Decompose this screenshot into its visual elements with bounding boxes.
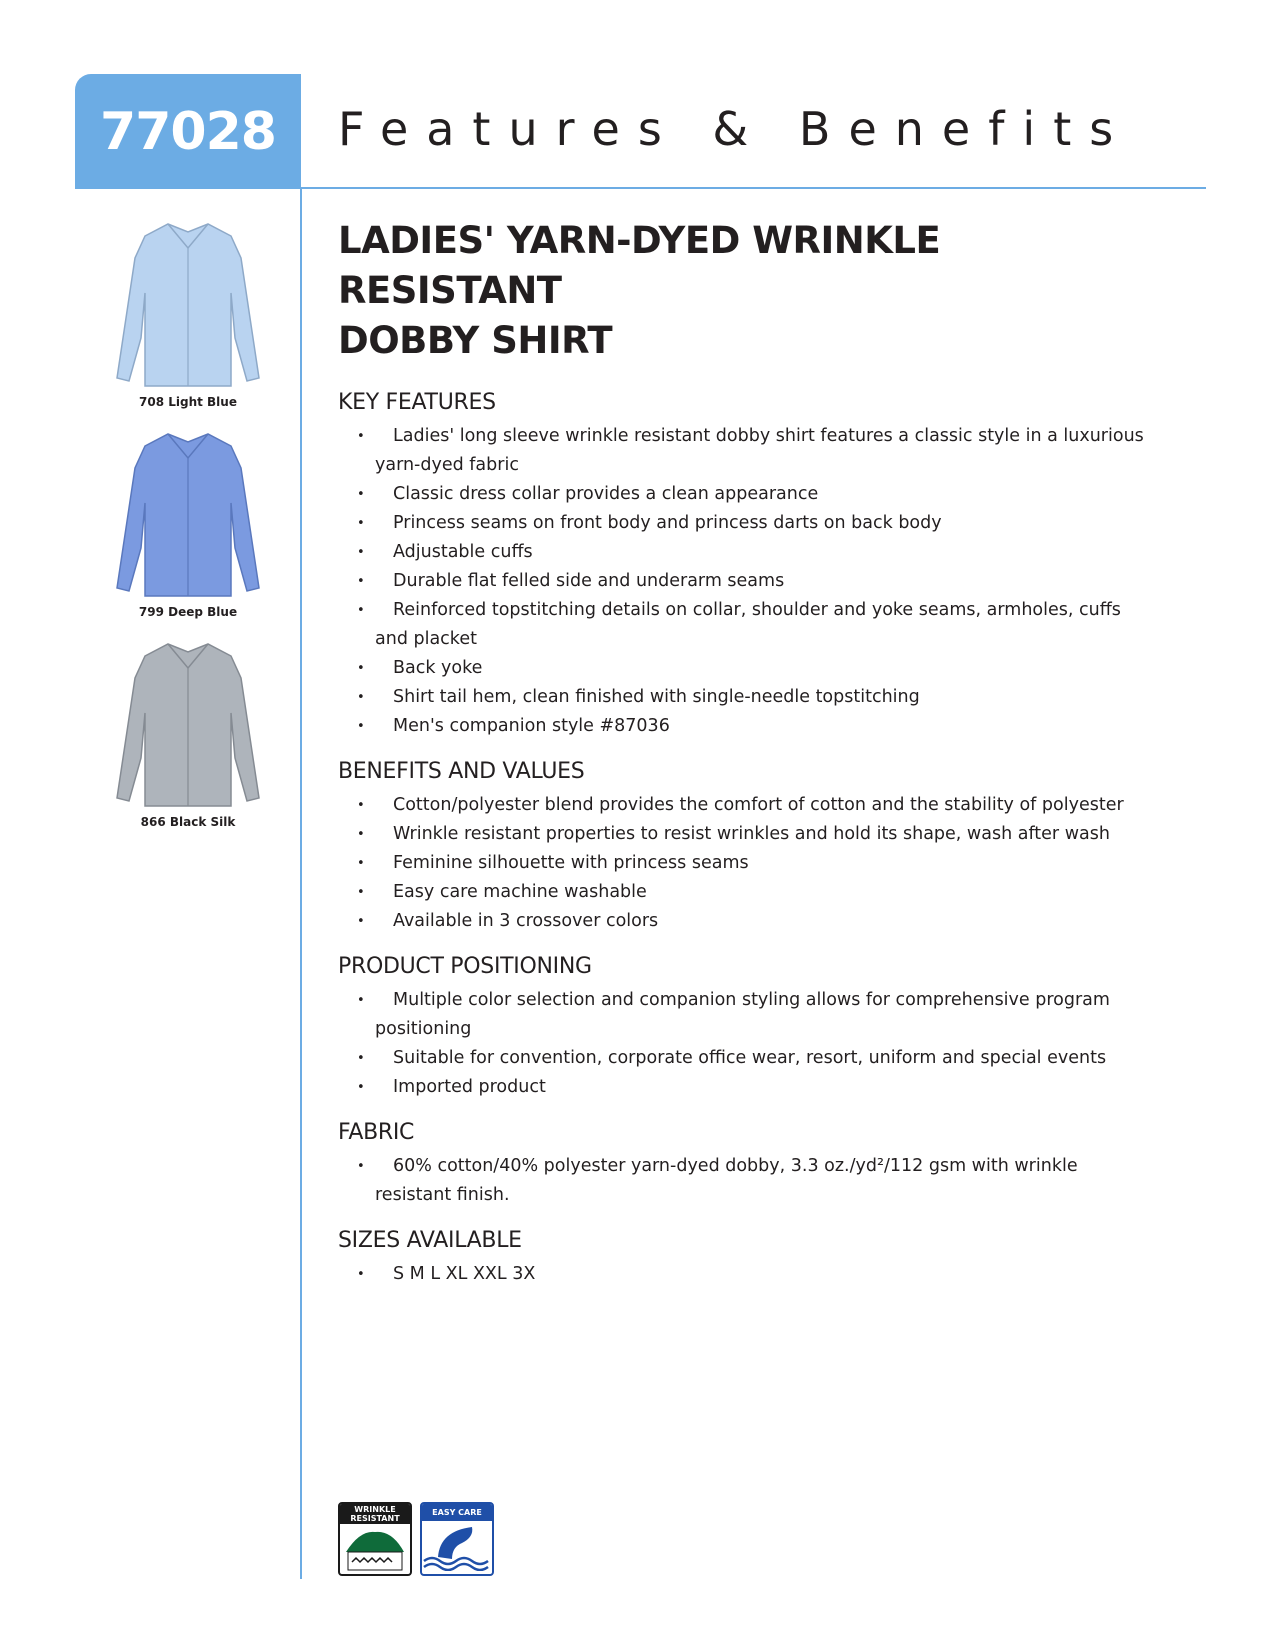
swatch-deep-blue xyxy=(100,428,276,619)
header-divider xyxy=(301,187,1206,189)
list-item: • Adjustable cuffs xyxy=(375,538,1158,567)
list-item: • Multiple color selection and companion styling allows for comprehensive program positioning xyxy=(375,986,1158,1044)
product-title xyxy=(338,216,1158,366)
list-item: • Wrinkle resistant properties to resist wrinkles and hold its shape, wash after wash xyxy=(375,820,1158,849)
shirt-image-light-blue xyxy=(113,218,263,393)
swatch-black-silk xyxy=(100,638,276,829)
shirt-image-black-silk xyxy=(113,638,263,813)
product-title-line2: DOBBY SHIRT xyxy=(338,319,613,362)
swatch-label: 799 Deep Blue xyxy=(138,605,238,619)
fabric-heading: FABRIC xyxy=(338,1120,415,1145)
list-item: • Available in 3 crossover colors xyxy=(375,907,1158,936)
list-item: • Feminine silhouette with princess seams xyxy=(375,849,1158,878)
wrinkle-resistant-badge xyxy=(338,1502,412,1576)
sidebar-divider xyxy=(300,189,302,1579)
fabric-list xyxy=(338,1152,1158,1210)
product-title-line1: LADIES' YARN-DYED WRINKLE RESISTANT xyxy=(338,219,941,312)
key-features-list xyxy=(338,422,1158,741)
main-content xyxy=(338,216,1158,1305)
list-item: • Ladies' long sleeve wrinkle resistant dobby shirt features a classic style in a luxurious yarn-dyed fabric xyxy=(375,422,1158,480)
page-title: Features & Benefits xyxy=(338,102,1132,156)
key-features-heading: KEY FEATURES xyxy=(338,390,496,415)
positioning-heading: PRODUCT POSITIONING xyxy=(338,954,592,979)
sizes-list xyxy=(338,1260,1158,1289)
benefits-heading: BENEFITS AND VALUES xyxy=(338,759,585,784)
list-item: • Shirt tail hem, clean finished with single-needle topstitching xyxy=(375,683,1158,712)
positioning-list xyxy=(338,986,1158,1102)
swatch-light-blue xyxy=(100,218,276,409)
benefits-list xyxy=(338,791,1158,936)
shirt-image-deep-blue xyxy=(113,428,263,603)
easy-care-icon xyxy=(422,1521,492,1571)
list-item: • Cotton/polyester blend provides the comfort of cotton and the stability of polyester xyxy=(375,791,1158,820)
list-item: • Classic dress collar provides a clean appearance xyxy=(375,480,1158,509)
easy-care-badge xyxy=(420,1502,494,1576)
list-item: • 60% cotton/40% polyester yarn-dyed dobby, 3.3 oz./yd²/112 gsm with wrinkle resistant finish. xyxy=(375,1152,1158,1210)
list-item: • Reinforced topstitching details on collar, shoulder and yoke seams, armholes, cuffs and placket xyxy=(375,596,1158,654)
swatch-label: 866 Black Silk xyxy=(140,815,236,829)
list-item: • Men's companion style #87036 xyxy=(375,712,1158,741)
wrinkle-icon xyxy=(340,1524,410,1574)
list-item: • Durable flat felled side and underarm seams xyxy=(375,567,1158,596)
list-item: • Suitable for convention, corporate office wear, resort, uniform and special events xyxy=(375,1044,1158,1073)
list-item: • S M L XL XXL 3X xyxy=(375,1260,1158,1289)
list-item: • Princess seams on front body and princess darts on back body xyxy=(375,509,1158,538)
sizes-heading: SIZES AVAILABLE xyxy=(338,1228,522,1253)
style-code-tab xyxy=(75,74,301,189)
easy-care-label: EASY CARE xyxy=(422,1504,492,1521)
wrinkle-resistant-label: WRINKLE RESISTANT xyxy=(340,1504,410,1524)
list-item: • Easy care machine washable xyxy=(375,878,1158,907)
swatch-label: 708 Light Blue xyxy=(139,395,237,409)
style-code: 77028 xyxy=(100,101,276,162)
list-item: • Imported product xyxy=(375,1073,1158,1102)
list-item: • Back yoke xyxy=(375,654,1158,683)
